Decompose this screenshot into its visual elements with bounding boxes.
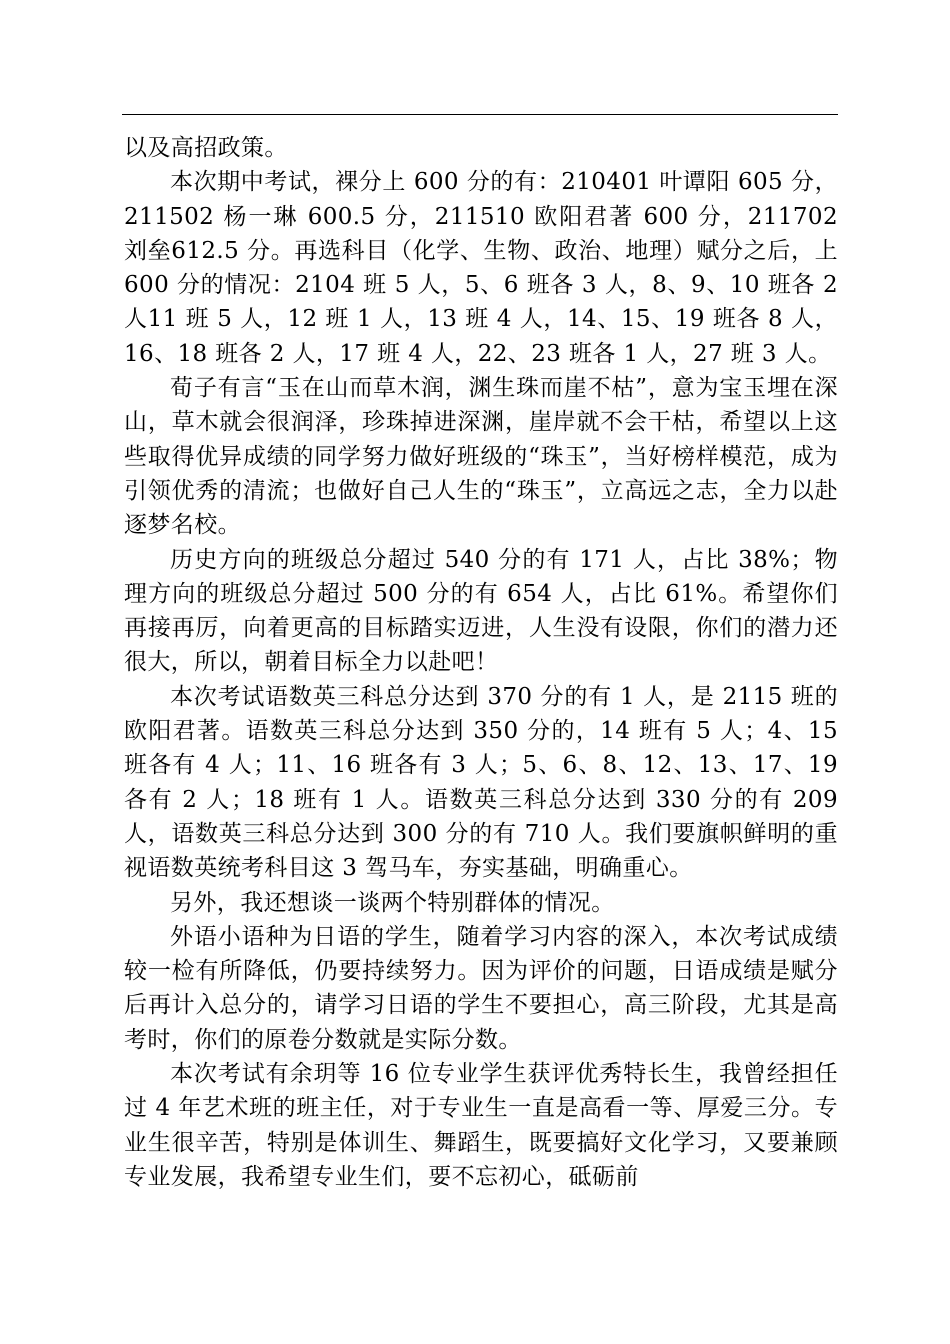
paragraph: 荀子有言“玉在山而草木润，渊生珠而崖不枯”，意为宝玉埋在深山，草木就会很润泽，珍珠掉进深渊，崖岸就不会干枯，希望以上这些取得优异成绩的同学努力做好班级的“珠玉”，当好榜样模范，成为引领优秀的清流；也做好自己人生的“珠玉”，立高远之志，全力以赴逐梦名校。 xyxy=(124,375,838,539)
paragraph: 以及高招政策。 xyxy=(124,135,288,161)
header-rule xyxy=(122,114,838,115)
paragraph: 历史方向的班级总分超过 540 分的有 171 人，占比 38%；物理方向的班级总分超过 500 分的有 654 人，占比 61%。希望你们再接再厉，向着更高的目标踏实迈进，人生没有设限，你们的潜力还很大，所以，朝着目标全力以赴吧！ xyxy=(124,546,838,676)
paragraph: 本次期中考试，裸分上 600 分的有：210401 叶谭阳 605 分，211502 杨一琳 600.5 分，211510 欧阳君著 600 分，211702 刘垒612.5 分。再选科目（化学、生物、政治、地理）赋分之后，上600 分的情况：2104 班 5 人，5、6 班各 3 人，8、9、10 班各 2 人11 班 5 人，12 班 1 人，13 班 4 人，14、15、19 班各 8 人，16、18 班各 2 人，17 班 4 人，22、23 班各 1 人，27 班 3 人。 xyxy=(124,169,838,367)
body-text xyxy=(124,131,838,1194)
paragraph: 另外，我还想谈一谈两个特别群体的情况。 xyxy=(170,889,615,916)
paragraph: 本次考试有余玥等 16 位专业学生获评优秀特长生，我曾经担任过 4 年艺术班的班主任，对于专业生一直是高看一等、厚爱三分。专业生很辛苦，特别是体训生、舞蹈生，既要搞好文化学习，又要兼顾专业发展，我希望专业生们，要不忘初心，砥砺前 xyxy=(124,1061,838,1190)
paragraph: 外语小语种为日语的学生，随着学习内容的深入，本次考试成绩较一检有所降低，仍要持续努力。因为评价的问题，日语成绩是赋分后再计入总分的，请学习日语的学生不要担心，高三阶段，尤其是高考时，你们的原卷分数就是实际分数。 xyxy=(124,923,838,1053)
paragraph: 本次考试语数英三科总分达到 370 分的有 1 人，是 2115 班的欧阳君著。语数英三科总分达到 350 分的，14 班有 5 人；4、15 班各有 4 人；11、16 班各有 3 人；5、6、8、12、13、17、19 各有 2 人；18 班有 1 人。语数英三科总分达到 330 分的有 209 人，语数英三科总分达到 300 分的有 710 人。我们要旗帜鲜明的重视语数英统考科目这 3 驾马车，夯实基础，明确重心。 xyxy=(124,683,838,882)
